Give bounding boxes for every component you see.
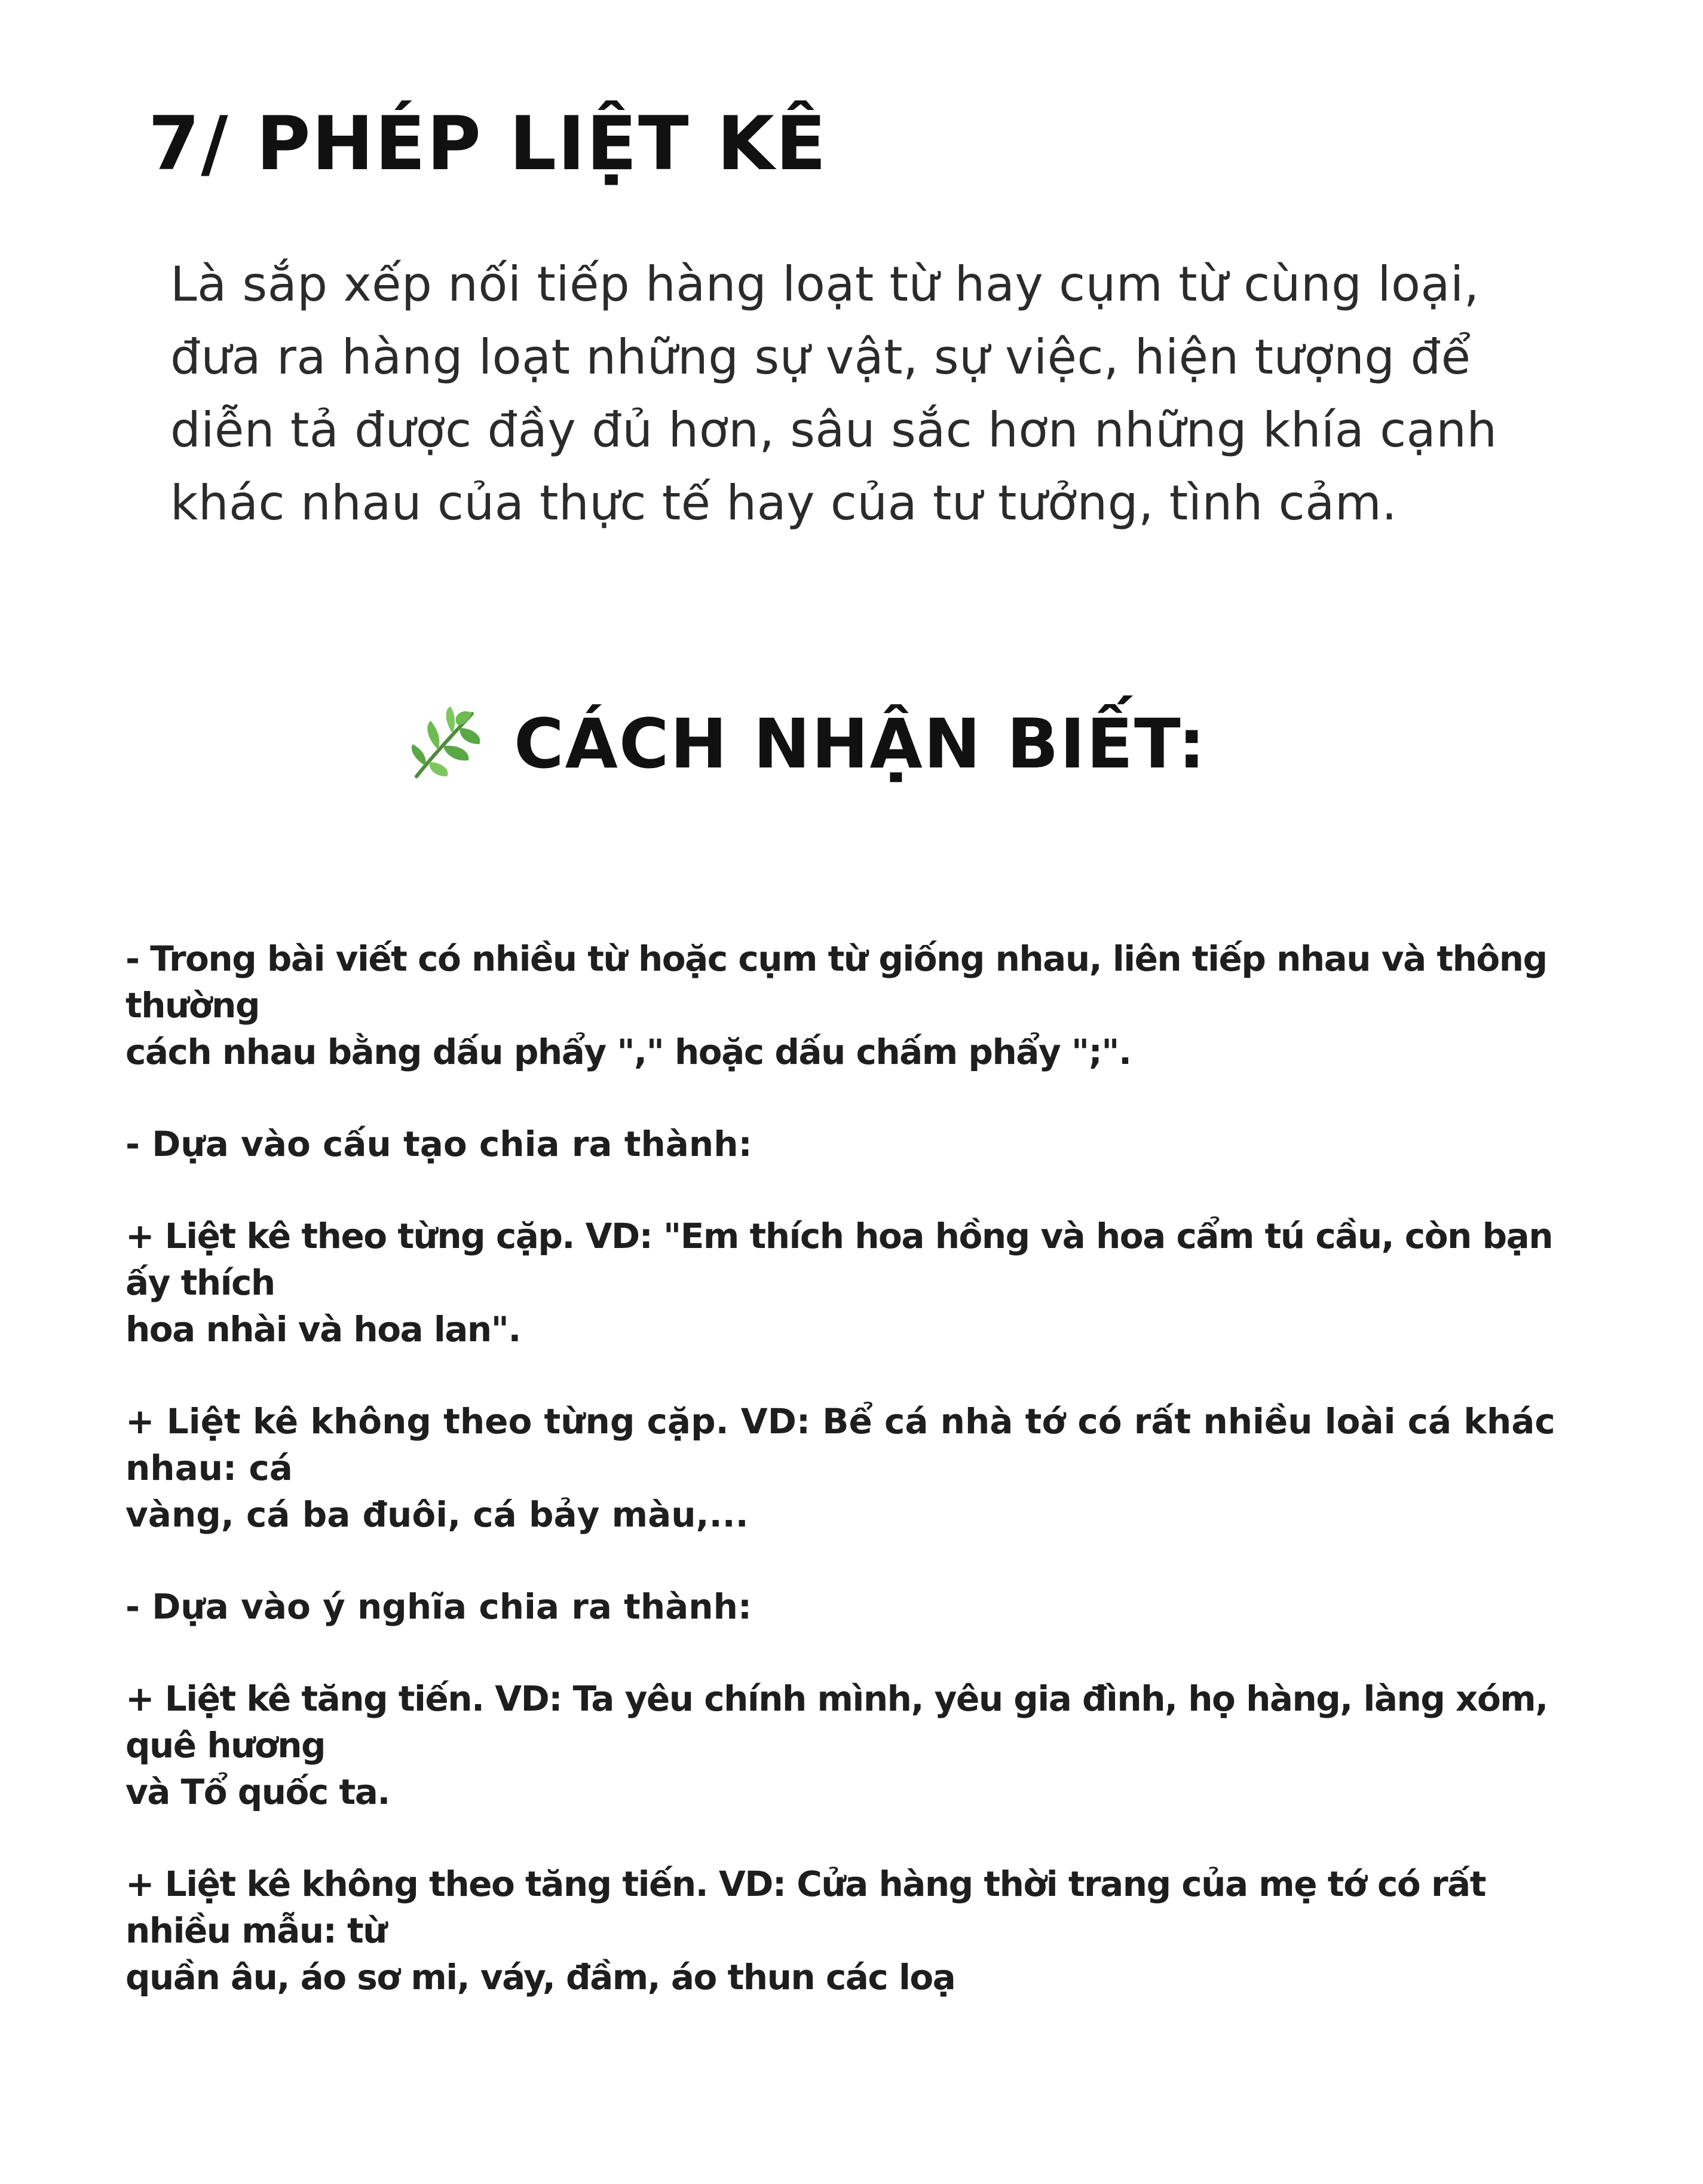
note-item: + Liệt kê không theo từng cặp. VD: Bể cá nhà tớ có rất nhiều loài cá khác nhau: cá vàng, cá ba đuôi, cá bảy màu,... — [125, 1401, 1555, 1535]
definition-paragraph: Là sắp xếp nối tiếp hàng loạt từ hay cụm từ cùng loại, đưa ra hàng loạt những sự vật, sự việc, hiện tượng để diễn tả được đầy đủ hơn, sâu sắc hơn những khía cạnh khác nhau của thực tế hay của tư tưởng, tình cảm. — [170, 256, 1497, 531]
recognition-notes — [125, 935, 1589, 2046]
note-item: - Dựa vào ý nghĩa chia ra thành: — [125, 1586, 752, 1627]
note-item: + Liệt kê tăng tiến. VD: Ta yêu chính mình, yêu gia đình, họ hàng, làng xóm, quê hương và Tổ quốc ta. — [125, 1678, 1548, 1812]
section-heading — [400, 699, 1206, 789]
note-item: + Liệt kê theo từng cặp. VD: "Em thích hoa hồng và hoa cẩm tú cầu, còn bạn ấy thích hoa nhài và hoa lan". — [125, 1216, 1553, 1350]
section-heading-label: CÁCH NHẬN BIẾT: — [514, 703, 1207, 784]
note-item: - Dựa vào cấu tạo chia ra thành: — [125, 1124, 752, 1164]
herb-leaf-icon — [400, 699, 490, 789]
note-item: - Trong bài viết có nhiều từ hoặc cụm từ giống nhau, liên tiếp nhau và thông thường cách nhau bằng dấu phẩy "," hoặc dấu chấm phẩy ";". — [125, 938, 1547, 1072]
note-item: + Liệt kê không theo tăng tiến. VD: Cửa hàng thời trang của mẹ tớ có rất nhiều mẫu: từ quần âu, áo sơ mi, váy, đầm, áo thun các loạ — [125, 1864, 1485, 1998]
page-title: 7/ PHÉP LIỆT KÊ — [148, 101, 828, 187]
